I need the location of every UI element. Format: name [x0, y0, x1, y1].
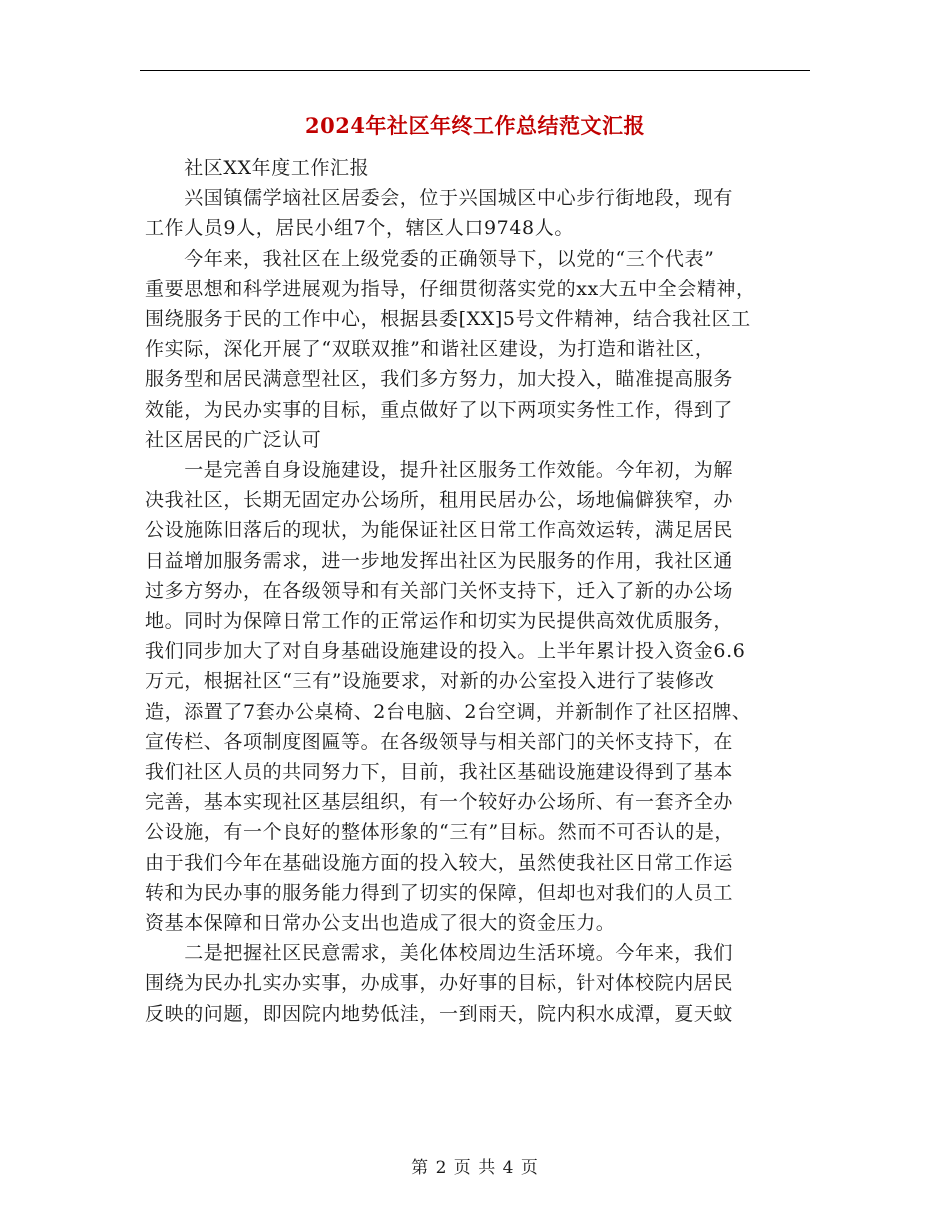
paragraph-line: 二是把握社区民意需求，美化体校周边生活环境。今年来，我们 [145, 942, 734, 965]
paragraph-line: 今年来，我社区在上级党委的正确领导下，以党的“三个代表” [145, 247, 715, 270]
paragraph-line: 效能，为民办实事的目标，重点做好了以下两项实务性工作，得到了 [145, 398, 734, 421]
paragraph-line: 转和为民办事的服务能力得到了切实的保障，但却也对我们的人员工 [145, 881, 734, 904]
paragraph-line: 我们同步加大了对自身基础设施建设的投入。上半年累计投入资金6.6 [145, 640, 746, 663]
paragraph-line: 过多方努办，在各级领导和有关部门关怀支持下，迁入了新的办公场 [145, 579, 734, 602]
paragraph-line: 资基本保障和日常办公支出也造成了很大的资金压力。 [145, 912, 616, 935]
paragraph-line: 服务型和居民满意型社区，我们多方努力，加大投入，瞄准提高服务 [145, 368, 734, 391]
paragraph-line: 决我社区，长期无固定办公场所，租用民居办公，场地偏僻狭窄，办 [145, 489, 734, 512]
paragraph-line: 公设施陈旧落后的现状，为能保证社区日常工作高效运转，满足居民 [145, 519, 734, 542]
paragraph-line: 工作人员9人，居民小组7个，辖区人口9748人。 [145, 217, 574, 240]
paragraph-line: 社区XX年度工作汇报 [145, 157, 370, 179]
paragraph-line: 围绕服务于民的工作中心，根据县委[XX]5号文件精神，结合我社区工 [145, 308, 751, 331]
paragraph-line: 一是完善自身设施建设，提升社区服务工作效能。今年初，为解 [145, 459, 734, 482]
paragraph-line: 日益增加服务需求，进一步地发挥出社区为民服务的作用，我社区通 [145, 549, 734, 572]
document-body [145, 153, 810, 1029]
paragraph-line: 造，添置了7套办公桌椅、2台电脑、2台空调，并新制作了社区招牌、 [145, 700, 752, 723]
paragraph-line: 我们社区人员的共同努力下，目前，我社区基础设施建设得到了基本 [145, 761, 734, 784]
paragraph-line: 地。同时为保障日常工作的正常运作和切实为民提供高效优质服务， [145, 610, 734, 633]
paragraph-line: 由于我们今年在基础设施方面的投入较大，虽然使我社区日常工作运 [145, 851, 734, 874]
paragraph-line: 兴国镇儒学垴社区居委会，位于兴国城区中心步行街地段，现有 [145, 187, 734, 210]
paragraph-line: 反映的问题，即因院内地势低洼，一到雨天，院内积水成潭，夏天蚊 [145, 1002, 734, 1025]
paragraph-line: 社区居民的广泛认可 [145, 428, 322, 451]
document-title: 2024年社区年终工作总结范文汇报 [305, 113, 645, 138]
paragraph-line: 重要思想和科学进展观为指导，仔细贯彻落实党的xx大五中全会精神， [145, 277, 756, 300]
paragraph-line: 万元，根据社区“三有”设施要求，对新的办公室投入进行了装修改 [145, 670, 715, 693]
header-rule [140, 70, 810, 71]
paragraph-line: 围绕为民办扎实办实事，办成事，办好事的目标，针对体校院内居民 [145, 972, 734, 995]
page-number-footer: 第 2 页 共 4 页 [411, 1158, 539, 1178]
paragraph-line: 作实际，深化开展了“双联双推”和谐社区建设，为打造和谐社区， [145, 338, 715, 361]
paragraph-line: 宣传栏、各项制度图匾等。在各级领导与相关部门的关怀支持下，在 [145, 730, 734, 753]
paragraph-line: 完善，基本实现社区基层组织，有一个较好办公场所、有一套齐全办 [145, 791, 734, 814]
paragraph-line: 公设施，有一个良好的整体形象的“三有”目标。然而不可否认的是， [145, 821, 735, 844]
